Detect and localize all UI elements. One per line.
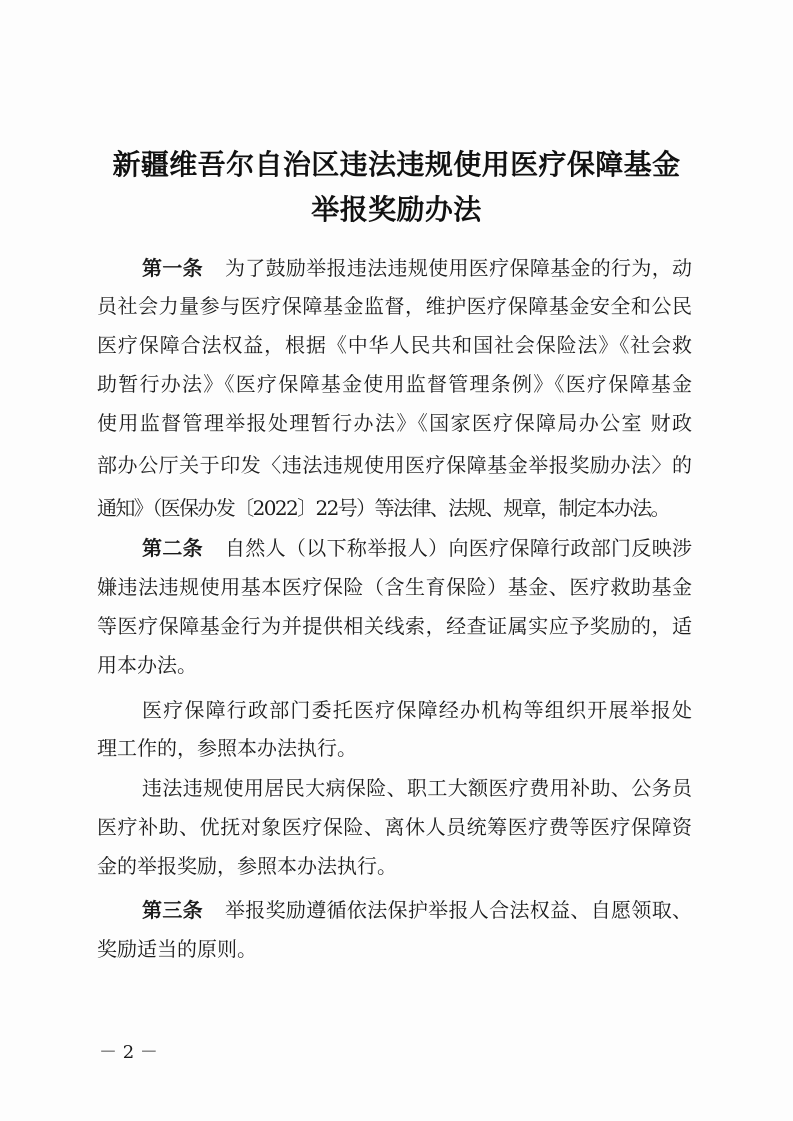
article-2-line-2: 嫌违法违规使用基本医疗保险（含生育保险）基金、医疗救助基金 [97,575,692,599]
paragraph-3-line-1: 医疗保障行政部门委托医疗保障经办机构等组织开展举报处 [142,698,692,722]
paragraph-4-line-2: 医疗补助、优抚对象医疗保险、离休人员统筹医疗费等医疗保障资 [97,815,692,839]
article-1-line-5: 使用监督管理举报处理暂行办法》《国家医疗保障局办公室 财政 [97,411,692,435]
paragraph-4-line-3: 金的举报奖励，参照本办法执行。 [97,854,397,878]
article-2-line-3: 等医疗保障基金行为并提供相关线索，经查证属实应予奖励的，适 [97,614,692,638]
article-1-line-3: 医疗保障合法权益，根据《中华人民共和国社会保险法》《社会救 [97,333,692,357]
document-title-line-2: 举报奖励办法 [311,193,482,226]
page-number: － 2 － [99,1042,158,1063]
article-1-line-4: 助暂行办法》《医疗保障基金使用监督管理条例》《医疗保障基金 [97,372,692,396]
article-2-line-1 [142,529,692,567]
document-title-line-1: 新疆维吾尔自治区违法违规使用医疗保障基金 [112,148,681,181]
article-text: 自然人（以下称举报人）向医疗保障行政部门反映涉 [224,536,693,560]
article-1-line-6: 部办公厅关于印发〈违法违规使用医疗保障基金举报奖励办法〉的 [97,453,692,477]
article-3-line-2: 奖励适当的原则。 [97,937,257,961]
article-label: 第三条 [142,898,203,922]
article-1-line-1 [142,249,692,287]
article-text: 为了鼓励举报违法违规使用医疗保障基金的行为，动 [224,256,693,280]
article-text: 举报奖励遵循依法保护举报人合法权益、自愿领取、 [224,898,693,922]
article-2-line-4: 用本办法。 [97,653,197,677]
article-1-line-7: 通知》（医保办发〔2022〕22号）等法律、法规、规章，制定本办法。 [97,496,669,520]
article-1-line-2: 员社会力量参与医疗保障基金监督，维护医疗保障基金安全和公民 [97,294,692,318]
article-label: 第二条 [142,536,203,560]
article-label: 第一条 [142,256,203,280]
article-3-line-1 [142,891,692,929]
paragraph-4-line-1: 违法违规使用居民大病保险、职工大额医疗费用补助、公务员 [142,776,692,800]
paragraph-3-line-2: 理工作的，参照本办法执行。 [97,736,357,760]
